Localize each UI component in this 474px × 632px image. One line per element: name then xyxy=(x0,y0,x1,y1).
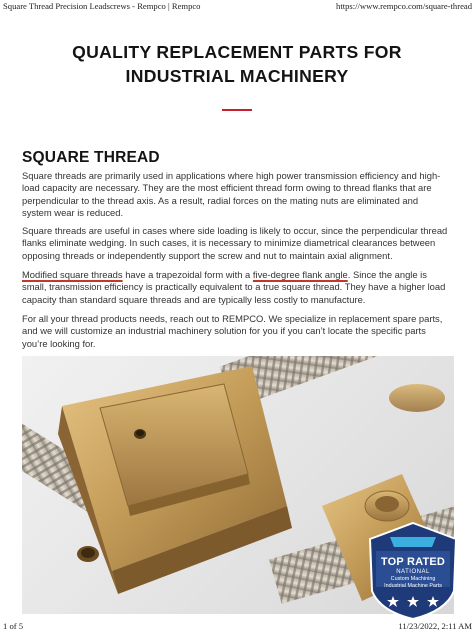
paragraph-line: small, transmission efficiency is practically equivalent to a true square thread. They have a higher load xyxy=(22,281,446,293)
paragraph-4 xyxy=(22,313,454,350)
paragraph-line xyxy=(22,269,454,281)
headline-divider xyxy=(222,109,252,111)
paragraph-line: you’re looking for. xyxy=(22,337,96,349)
paragraph-line: Square threads are useful in cases where side loading is likely to occur, since the perpendicular thread xyxy=(22,225,448,236)
paragraph-line: opposing threads or independently support the screw and nut to maintain axial alignment. xyxy=(22,249,393,261)
headline-line-1: QUALITY REPLACEMENT PARTS FOR xyxy=(72,42,402,62)
paragraph-line: and we will customize an industrial machinery solution for you if you can’t locate the specific parts xyxy=(22,325,426,337)
paragraph-line: Square threads are primarily used in applications where high power transmission efficiency and high- xyxy=(22,170,441,181)
paragraph-1 xyxy=(22,170,454,219)
page-headline xyxy=(0,40,474,88)
paragraph-line: capacity than standard square threads and are typically less costly to manufacture. xyxy=(22,293,366,305)
print-page-title: Square Thread Precision Leadscrews - Rempco | Rempco xyxy=(3,1,201,11)
print-url[interactable]: https://www.rempco.com/square-thread xyxy=(336,1,472,11)
paragraph-2 xyxy=(22,225,454,262)
modified-square-threads-link[interactable]: Modified square threads xyxy=(22,269,123,280)
print-footer xyxy=(0,621,474,632)
paragraph-line: load capacity are necessary. They are the most efficient thread form owing to thread flanks that are xyxy=(22,182,432,194)
paragraph-line: For all your thread products needs, reach out to REMPCO. We specialize in replacement spare parts, xyxy=(22,313,443,324)
paragraph-3 xyxy=(22,269,454,306)
print-header xyxy=(0,0,474,12)
badge-line-1: Custom Machining xyxy=(390,576,436,582)
top-rated-badge xyxy=(366,521,460,621)
paragraph-text: . Since the angle is xyxy=(347,269,427,280)
paragraph-line: system wear is reduced. xyxy=(22,206,124,218)
badge-line-2: Industrial Machine Parts xyxy=(384,583,442,589)
five-degree-flank-angle-link[interactable]: five-degree flank angle xyxy=(252,269,348,280)
paragraph-line: perpendicular to the thread axis. As a result, radial forces on the mating nuts are eliminated and xyxy=(22,194,419,206)
section-title: SQUARE THREAD xyxy=(22,149,160,166)
page-number: 1 of 5 xyxy=(3,621,24,631)
paragraph-line: flanks eliminate wedging. In such cases, it is necessary to minimize diametrical clearances between xyxy=(22,237,436,249)
badge-subtitle: NATIONAL xyxy=(396,569,430,575)
badge-title: TOP RATED xyxy=(380,556,446,568)
headline-line-2: INDUSTRIAL MACHINERY xyxy=(125,66,349,86)
print-datetime: 11/23/2022, 2:11 AM xyxy=(398,621,472,631)
paragraph-text: have a trapezoidal form with a xyxy=(122,269,253,280)
